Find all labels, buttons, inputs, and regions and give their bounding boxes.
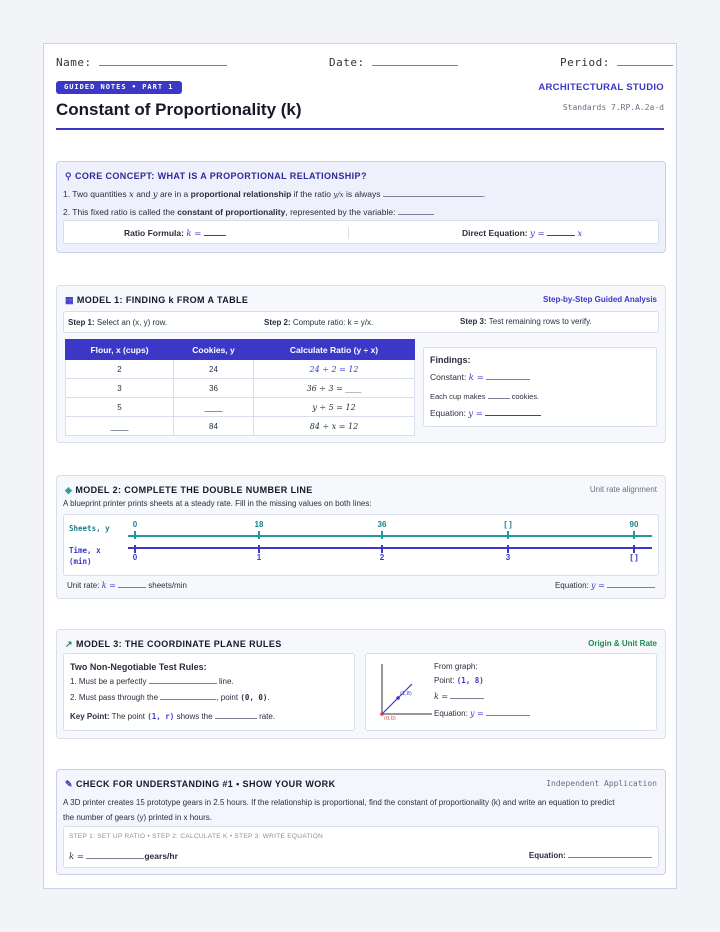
- sheets-value: 0: [132, 520, 138, 529]
- rule-1: 1. Must be a perfectly line.: [70, 677, 234, 686]
- sheets-value: 90: [629, 520, 639, 529]
- sheets-axis: [128, 535, 652, 537]
- table-row: [66, 417, 415, 436]
- model-3-equation-line: Equation: y =: [434, 709, 530, 718]
- page-title: Constant of Proportionality (k): [56, 100, 302, 119]
- key-point-line: Key Point: The point (1, r) shows the rate.: [70, 712, 276, 721]
- col-flour: Flour, x (cups): [66, 340, 174, 360]
- step-1: Step 1: Select an (x, y) row.: [68, 318, 168, 327]
- ratio-table: [65, 339, 415, 436]
- from-graph-label: From graph:: [434, 662, 478, 671]
- model-1-title: ▦ MODEL 1: FINDING k FROM A TABLE: [65, 295, 249, 305]
- rules-box: [63, 653, 355, 731]
- constant-blank[interactable]: [486, 379, 530, 380]
- check-subtitle: Independent Application: [546, 779, 657, 788]
- sheets-tick: [134, 531, 136, 539]
- name-field[interactable]: Name:: [56, 56, 227, 69]
- worksheet-page: [43, 43, 677, 889]
- unit-rate-line: Unit rate: k = sheets/min: [67, 581, 187, 590]
- rule-2-blank[interactable]: [160, 699, 216, 700]
- key-point-blank[interactable]: [215, 718, 257, 719]
- coordinate-plane-graph: [376, 662, 434, 720]
- cell-flour: 5: [66, 398, 174, 417]
- cell-cookies: 24: [174, 360, 254, 379]
- period-field[interactable]: Period:: [560, 56, 673, 69]
- rule-2: 2. Must pass through the , point (0, 0).: [70, 693, 270, 702]
- date-field[interactable]: Date:: [329, 56, 458, 69]
- time-tick: [381, 545, 383, 553]
- model-1-equation-line: Equation: y =: [430, 408, 541, 419]
- direct-equation-blank[interactable]: [547, 235, 575, 236]
- graph-point-label: (1,8): [400, 691, 412, 697]
- core-line-2: 2. This fixed ratio is called the constant of proportionality, represented by the variable:: [63, 207, 434, 217]
- sheets-tick: [381, 531, 383, 539]
- sheets-value[interactable]: [ ]: [504, 520, 512, 529]
- steps-box: [63, 311, 659, 333]
- unit-rate-blank[interactable]: [118, 587, 146, 588]
- time-tick: [258, 545, 260, 553]
- findings-box: [423, 347, 657, 427]
- graph-box: [365, 653, 657, 731]
- time-value: 3: [505, 553, 511, 562]
- check-k-line: k = gears/hr: [69, 851, 178, 862]
- graph-origin-label: (0,0): [384, 716, 396, 720]
- ratio-formula-blank[interactable]: [204, 235, 226, 236]
- check-title: ✎ CHECK FOR UNDERSTANDING #1 • SHOW YOUR WORK: [65, 779, 336, 789]
- step-3: Step 3: Test remaining rows to verify.: [460, 317, 592, 326]
- time-axis: [128, 547, 652, 549]
- trend-up-icon: ↗: [65, 639, 73, 649]
- period-blank[interactable]: [617, 65, 673, 66]
- each-cup-line: Each cup makes cookies.: [430, 392, 540, 401]
- model-1-equation-blank[interactable]: [485, 415, 541, 416]
- check-problem: A 3D printer creates 15 prototype gears in 2.5 hours. If the relationship is proportional, find the constant of proportionality (k) and write an equation to predict the number of gears (y) printed in x hours.: [63, 798, 615, 822]
- title-divider: [56, 128, 664, 130]
- cell-cookies: 36: [174, 379, 254, 398]
- time-value: 2: [379, 553, 385, 562]
- graph-k-blank[interactable]: [450, 698, 484, 699]
- model-2-equation-blank[interactable]: [607, 587, 655, 588]
- pencil-icon: ✎: [65, 779, 73, 789]
- check-panel: [56, 769, 666, 875]
- work-steps-label: STEP 1: SET UP RATIO • STEP 2: CALCULATE K • STEP 3: WRITE EQUATION: [69, 833, 324, 840]
- graph-k-line: k =: [434, 692, 484, 701]
- eye-icon: ◈: [65, 485, 73, 495]
- time-tick: [633, 545, 635, 553]
- key-icon: ⚲: [65, 171, 72, 181]
- variable-blank[interactable]: [398, 214, 434, 215]
- time-value: 1: [256, 553, 262, 562]
- sheets-value: 36: [377, 520, 387, 529]
- core-line-1: 1. Two quantities x and y are in a proportional relationship if the ratio y/x is always .: [63, 189, 486, 200]
- cell-ratio: 84 ÷ x = 12: [254, 417, 415, 436]
- col-ratio: Calculate Ratio (y ÷ x): [254, 340, 415, 360]
- rule-1-blank[interactable]: [149, 683, 217, 684]
- standards-label: Standards 7.RP.A.2a-d: [562, 103, 664, 112]
- model-2-subtitle: Unit rate alignment: [589, 485, 657, 494]
- table-row: [66, 360, 415, 379]
- ratio-formula: Ratio Formula: k =: [124, 228, 226, 239]
- model-3-subtitle: Origin & Unit Rate: [588, 639, 657, 648]
- cell-ratio: y ÷ 5 = 12: [254, 398, 415, 417]
- time-value[interactable]: [ ]: [630, 553, 638, 562]
- formula-divider: [348, 227, 349, 239]
- cell-ratio[interactable]: 36 ÷ 3 = ____: [254, 379, 415, 398]
- time-tick: [507, 545, 509, 553]
- date-blank[interactable]: [372, 65, 458, 66]
- constant-line: Constant: k =: [430, 372, 530, 383]
- formula-box: [63, 220, 659, 244]
- sheets-axis-label: Sheets, y: [69, 524, 110, 533]
- guided-notes-badge: GUIDED NOTES • PART 1: [56, 81, 182, 94]
- model-3-panel: [56, 629, 666, 739]
- cell-flour: 3: [66, 379, 174, 398]
- model-1-panel: [56, 285, 666, 443]
- ratio-table-header: [66, 340, 415, 360]
- double-number-line-box: [63, 514, 659, 576]
- check-k-blank[interactable]: [86, 858, 144, 859]
- studio-label: ARCHITECTURAL STUDIO: [538, 82, 664, 93]
- model-3-equation-blank[interactable]: [486, 715, 530, 716]
- model-1-subtitle: Step-by-Step Guided Analysis: [543, 295, 657, 304]
- check-equation-blank[interactable]: [568, 857, 652, 858]
- sheets-tick: [633, 531, 635, 539]
- direct-equation: Direct Equation: y = x: [462, 228, 583, 239]
- rules-title: Two Non-Negotiable Test Rules:: [70, 662, 207, 672]
- sheets-value: 18: [254, 520, 264, 529]
- col-cookies: Cookies, y: [174, 340, 254, 360]
- cell-cookies-blank[interactable]: ____: [174, 398, 254, 417]
- graph-point-line: Point: (1, 8): [434, 676, 484, 685]
- model-2-panel: [56, 475, 666, 599]
- sheets-tick: [507, 531, 509, 539]
- table-row: [66, 398, 415, 417]
- time-tick: [134, 545, 136, 553]
- core-concept-title: ⚲ CORE CONCEPT: WHAT IS A PROPORTIONAL RELATIONSHIP?: [65, 171, 367, 181]
- time-axis-label: Time, x (min): [69, 546, 101, 566]
- check-equation-line: Equation:: [529, 851, 652, 860]
- time-value: 0: [132, 553, 138, 562]
- cell-ratio: 24 ÷ 2 = 12: [254, 360, 415, 379]
- model-2-intro: A blueprint printer prints sheets at a steady rate. Fill in the missing values on both lines:: [63, 499, 372, 508]
- cell-cookies: 84: [174, 417, 254, 436]
- model-3-title: ↗ MODEL 3: THE COORDINATE PLANE RULES: [65, 639, 282, 649]
- name-blank[interactable]: [99, 65, 227, 66]
- sheets-tick: [258, 531, 260, 539]
- cell-flour-blank[interactable]: ____: [66, 417, 174, 436]
- table-icon: ▦: [65, 295, 74, 305]
- cell-flour: 2: [66, 360, 174, 379]
- model-2-equation-line: Equation: y =: [555, 581, 655, 590]
- model-2-title: ◈ MODEL 2: COMPLETE THE DOUBLE NUMBER LINE: [65, 485, 313, 495]
- step-2: Step 2: Compute ratio: k = y/x.: [264, 318, 374, 327]
- findings-title: Findings:: [430, 355, 471, 365]
- table-row: [66, 379, 415, 398]
- core-concept-panel: [56, 161, 666, 253]
- each-cup-blank[interactable]: [488, 398, 510, 399]
- always-blank[interactable]: [383, 196, 483, 197]
- work-box: [63, 826, 659, 868]
